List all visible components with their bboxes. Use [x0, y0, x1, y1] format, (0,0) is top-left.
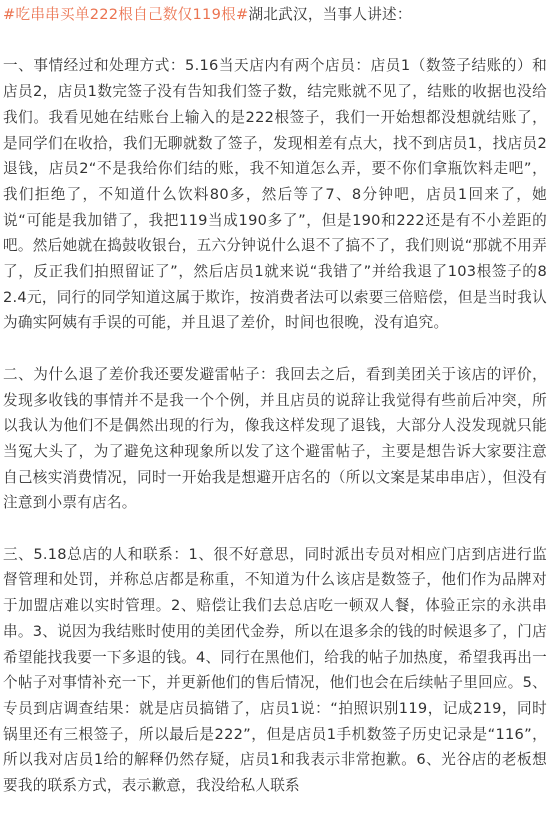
section-headquarters-contact: 三、5.18总店的人和联系：1、很不好意思，同时派出专员对相应门店到店进行监督管理和处罚，并称总店都是称重，不知道为什么该店是数签子，他们作为品牌对于加盟店难以实时管理。2、赔偿让我们去总店吃一顿双人餐，体验正宗的永洪串串。3、说因为我结账时使用的美团代金券，所以在退多余的钱的时候退多了，门店希望能找我要一下多退的钱。4、同行在黑他们，给我的帖子加热度，希望我再出一个帖子对事情补充一下，并更新他们的售后情况，他们也会在后续帖子里回应。5、专员到店调查结果：就是店员搞错了，店员1说：“拍照识别119，记成219，同时锅里还有三根签子，所以最后是222”，但是店员1手机数签子历史记录是“116”，所以我对店员1给的解释仍然存疑，店员1和我表示非常抱歉。6、光谷店的老板想要我的联系方式，表示歉意，我没给私人联系: [3, 545, 547, 795]
section-incident-details: 一、事情经过和处理方式：5.16当天店内有两个店员：店员1（数签子结账的）和店员2，店员1数完签子没有告知我们签子数，结完账就不见了，结账的收据也没给我们。我看见她在结账台上输入的是222根签子，我们一开始想都没想就结账了，是同学们在收拾，我们无聊就数了签子，发现相差有点大，找不到店员1，找店员2退钱，店员2“不是我给你们结的账，我不知道怎么弄，要不你们拿瓶饮料走吧”，我们拒绝了，不知道什么饮料80多，然后等了7、8分钟吧，店员1回来了，她说“可能是我加错了，我把119当成190多了”，但是190和222还是有不小差距的吧。然后她就在捣鼓收银台，五六分钟说什么退不了搞不了，我们则说“那就不用弄了，反正我们拍照留证了”，然后店员1就来说“我错了”并给我退了103根签子的82.4元，同行的同学知道这属于欺诈，按消费者法可以索要三倍赔偿，但是当时我认为确实阿姨有手误的可能，并且退了差价，时间也很晚，没有追究。: [3, 57, 547, 332]
topic-hashtag-link[interactable]: #吃串串买单222根自己数仅119根#: [3, 6, 249, 23]
post-body: [3, 2, 547, 824]
intro-text: 湖北武汉，当事人讲述：: [248, 6, 412, 23]
section-reason-for-post: 二、为什么退了差价我还要发避雷帖子：我回去之后，看到美团关于该店的评价，发现多收钱的事情并不是我一个个例，并且店员的说辞让我觉得有些前后冲突，所以我认为他们不是偶然出现的行为，像我这样发现了退钱，大部分人没发现就只能当冤大头了，为了避免这种现象所以发了这个避雷帖子，主要是想告诉大家要注意自己核实消费情况，同时一开始我是想避开店名的（所以文案是某串串店），但没有注意到小票有店名。: [3, 365, 547, 512]
post-intro: [3, 2, 547, 28]
